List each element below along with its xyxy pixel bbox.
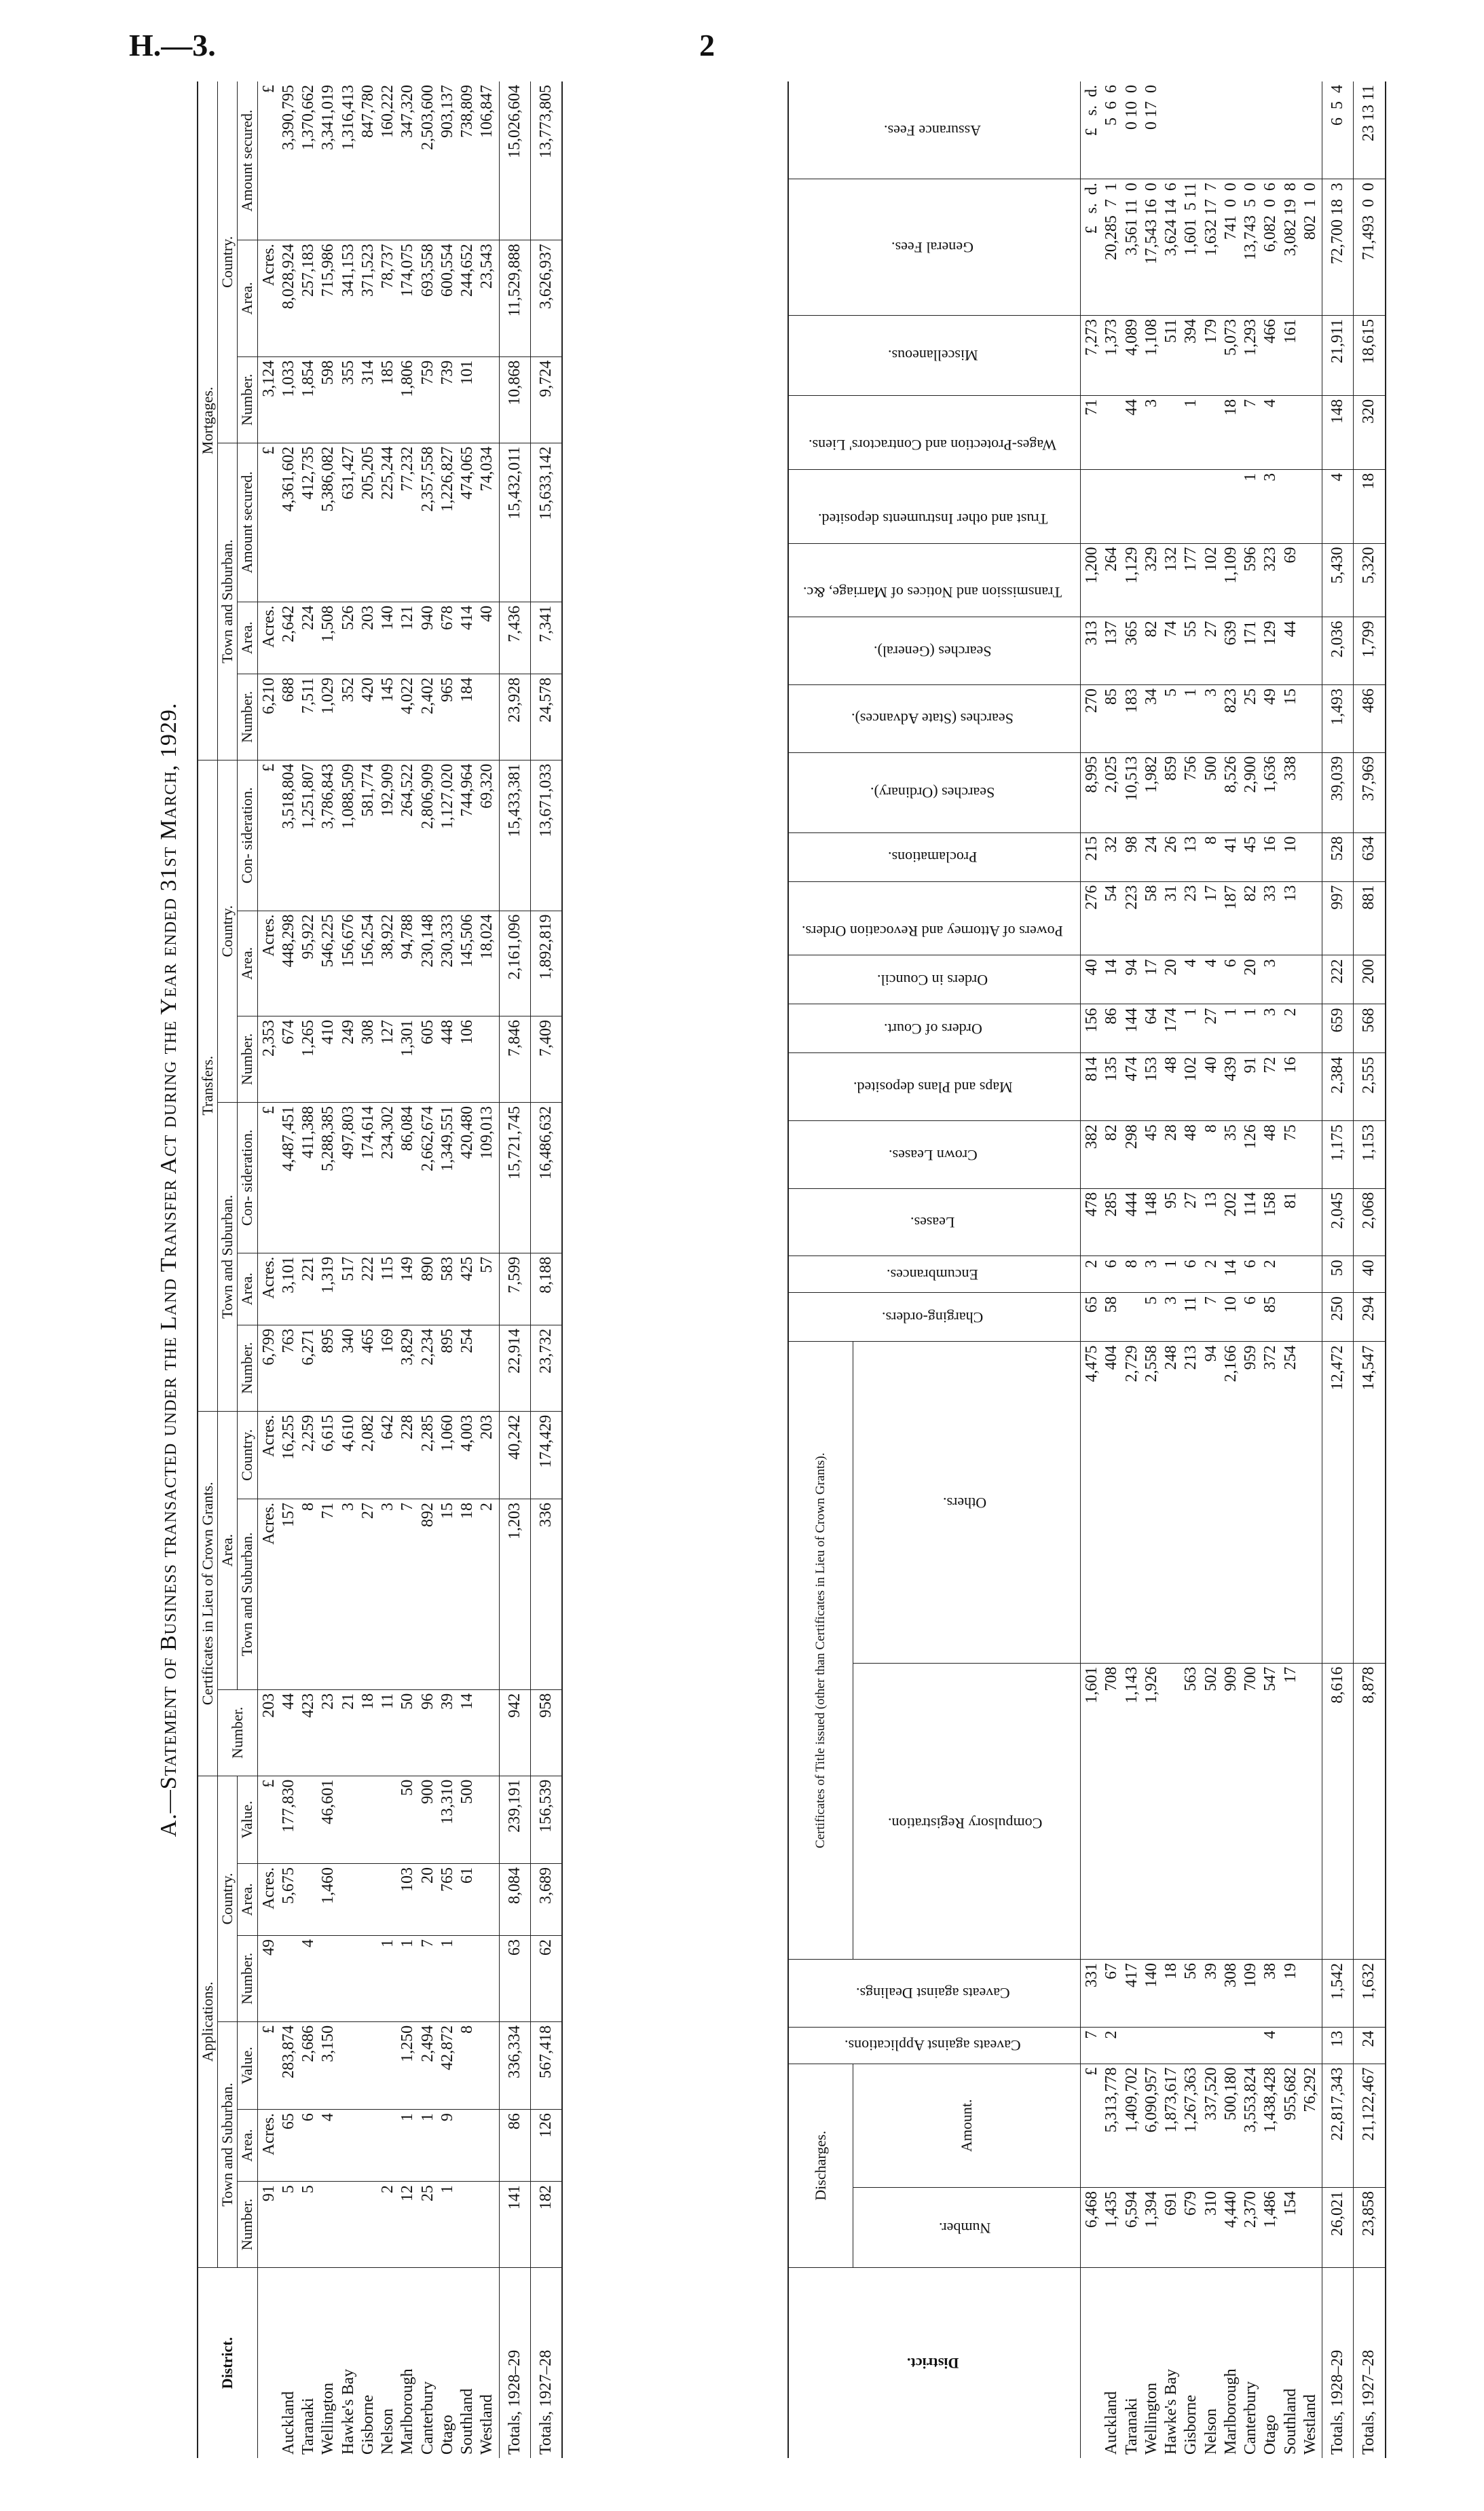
cell <box>257 1411 499 1499</box>
unit-label: £ <box>259 1105 278 1114</box>
col-label: Powers of Attorney and Revocation Orders. <box>802 922 1064 940</box>
cell <box>257 1776 499 1863</box>
col-assur <box>788 81 1081 179</box>
col-area: Area. <box>238 602 257 674</box>
unit-label: £ <box>1083 2067 1100 2076</box>
col-label: Caveats against Applications. <box>845 2037 1021 2055</box>
total-cell: 21,911 <box>1322 315 1354 395</box>
cell: 3,101 221 1,319 517 222 115 149 890 583 425 57 <box>279 1256 496 1294</box>
col-label: Orders in Council. <box>877 972 988 989</box>
cell <box>257 81 499 240</box>
cell: 3,390,795 1,370,662 3,341,019 1,316,413 847,780 160,222 347,320 2,503,600 903,137 738,809 106,847 <box>279 85 496 150</box>
totals-row <box>1322 81 1354 2458</box>
total-cell: 1,153 <box>1354 1121 1386 1189</box>
total-cell: 39,039 <box>1322 752 1354 832</box>
total-cell: 2,384 <box>1322 1053 1354 1121</box>
total-cell: 8,616 <box>1322 1663 1354 1959</box>
cell: 1,200 264 1,129 329 132 177 102 1,109 596 323 69 <box>1081 543 1322 617</box>
cell: 382 82 298 45 28 48 8 35 126 48 75 <box>1081 1121 1322 1189</box>
district-name: Wellington <box>319 2382 337 2455</box>
col-others <box>853 1342 1081 1663</box>
total-cell: 8,878 <box>1354 1663 1386 1959</box>
mt-town-header: Town and Suburban. <box>218 443 238 760</box>
cell: 6,468 1,435 6,594 1,394 691 679 310 4,440 2,370 1,486 154 <box>1081 2187 1322 2267</box>
col-number: Number. <box>238 674 257 760</box>
total-cell: 997 <box>1322 881 1354 955</box>
tr-town-header: Town and Suburban. <box>218 1102 238 1411</box>
unit-label: £ s. d. <box>1083 85 1100 136</box>
cell: 270 85 183 34 5 1 3 823 25 49 15 <box>1081 684 1322 752</box>
col-label: Searches (Ordinary). <box>870 784 995 802</box>
cell: 276 54 223 58 31 23 17 187 82 33 13 <box>1081 881 1322 955</box>
unit-label: Acres. <box>259 1502 278 1545</box>
cell: 177,830 46,601 50 900 13,310 500 <box>279 1779 477 1833</box>
col-council <box>788 955 1081 1004</box>
transfers-header: Transfers. <box>198 760 218 1411</box>
cell: 5,675 1,460 103 20 765 61 <box>279 1867 477 1904</box>
district-name: Auckland <box>279 2391 297 2455</box>
total-cell: 9,724 <box>531 356 563 443</box>
total-cell: 156,539 <box>531 1776 563 1863</box>
district-name: Nelson <box>1202 2408 1220 2455</box>
district-name: Hawke's Bay <box>1162 2368 1181 2455</box>
col-label: Caveats against Dealings. <box>855 1985 1010 2002</box>
col-label: Searches (State Advances). <box>851 710 1014 728</box>
total-cell: 200 <box>1354 955 1386 1004</box>
total-cell: 7,436 <box>499 602 530 674</box>
district-name: Southland <box>458 2388 477 2455</box>
cell: 203 44 423 23 21 18 11 50 96 39 14 <box>257 1689 499 1776</box>
district-name: Gisborne <box>358 2395 377 2455</box>
col-misc <box>788 315 1081 395</box>
total-cell: 1,799 <box>1354 617 1386 685</box>
total-cell: 141 <box>499 2182 530 2268</box>
col-label: Proclamations. <box>888 849 978 866</box>
totals-row <box>531 81 563 2458</box>
cell: 8,028,924 257,183 715,986 341,153 371,523 78,737 174,075 693,558 600,554 244,652 23,543 <box>279 244 496 310</box>
cell <box>257 1499 499 1689</box>
col-label: Miscellaneous. <box>887 347 978 365</box>
total-cell: 24 <box>1354 2027 1386 2064</box>
col-label: Orders of Court. <box>883 1021 982 1038</box>
col-area: Area. <box>238 1253 257 1325</box>
total-cell: 126 <box>531 2110 563 2182</box>
col-maps <box>788 1053 1081 1121</box>
total-cell: 5,430 <box>1322 543 1354 617</box>
col-label: Leases. <box>910 1214 955 1232</box>
mt-country-header: Country. <box>218 81 238 443</box>
district-name: Westland <box>478 2394 496 2455</box>
total-cell: 13,671,033 <box>531 760 563 911</box>
cell: 5 6 6 0 10 0 0 17 0 <box>1102 85 1160 130</box>
total-cell: 13,773,805 <box>531 81 563 240</box>
cell: 6,799 763 6,271 895 340 465 169 3,829 2,234 895 254 <box>257 1325 499 1411</box>
total-cell: 486 <box>1354 684 1386 752</box>
cell: 157 8 71 3 27 3 7 892 15 18 2 <box>279 1502 496 1527</box>
total-cell: 2,555 <box>1354 1053 1386 1121</box>
col-label: Wages-Protection and Contractors' Liens. <box>809 436 1057 454</box>
unit-label: £ <box>259 85 278 93</box>
total-cell: 11,529,888 <box>499 240 530 357</box>
app-country-header: Country. <box>218 1776 238 2021</box>
col-label: Charging-orders. <box>882 1308 984 1326</box>
unit-label: £ <box>259 1779 278 1788</box>
col-number: Number. <box>238 1325 257 1411</box>
district-name: Marlborough <box>1221 2368 1240 2455</box>
col-label: Searches (General). <box>874 642 992 660</box>
unit-label: Acres. <box>259 1414 278 1457</box>
unit-label: £ <box>259 446 278 455</box>
total-cell: 62 <box>531 1935 563 2021</box>
totals-row <box>1354 81 1386 2458</box>
total-cell: 1,892,819 <box>531 911 563 1016</box>
total-cell: 1,542 <box>1322 1960 1354 2028</box>
col-procl <box>788 832 1081 881</box>
total-cell: 148 <box>1322 395 1354 469</box>
col-town-suburban: Town and Suburban. <box>238 1499 257 1689</box>
total-cell: 40 <box>1354 1256 1386 1293</box>
total-cell: 15,432,011 <box>499 443 530 602</box>
total-cell: 2,036 <box>1322 617 1354 685</box>
total-cell: 222 <box>1322 955 1354 1004</box>
page-number: 2 <box>699 28 715 62</box>
district-name: Nelson <box>379 2408 397 2455</box>
cell: 3,124 1,033 1,854 598 355 314 185 1,806 759 739 101 <box>257 356 499 443</box>
total-cell: 23 13 11 <box>1354 81 1386 179</box>
total-cell: 294 <box>1354 1293 1386 1342</box>
col-compulsory <box>853 1663 1081 1959</box>
total-cell: 50 <box>1322 1256 1354 1293</box>
total-cell: 942 <box>499 1689 530 1776</box>
col-crown <box>788 1121 1081 1189</box>
total-cell: 21,122,467 <box>1354 2064 1386 2187</box>
total-cell: 26,021 <box>1322 2187 1354 2267</box>
cell: 283,874 2,686 3,150 1,250 2,494 42,872 8 <box>279 2025 477 2078</box>
unit-label: Acres. <box>259 2113 278 2156</box>
total-cell: 3,626,937 <box>531 240 563 357</box>
total-cell: 13 <box>1322 2027 1354 2064</box>
total-cell: 174,429 <box>531 1411 563 1499</box>
cell: 1,601 708 1,143 1,926 563 502 909 700 547 17 <box>1081 1663 1322 1959</box>
district-name: Otago <box>438 2415 456 2455</box>
col-consideration: Con- sideration. <box>238 760 257 911</box>
total-cell: 8,084 <box>499 1863 530 1935</box>
total-cell: 40,242 <box>499 1411 530 1499</box>
district-list <box>257 2268 499 2459</box>
cell: 2,642 224 1,508 526 203 140 121 940 678 414 40 <box>279 605 496 642</box>
applications-header: Applications. <box>198 1776 218 2267</box>
district-name: Taranaki <box>299 2398 318 2455</box>
unit-label: Acres. <box>259 1867 278 1909</box>
col-trans <box>788 543 1081 617</box>
cell <box>1081 179 1322 316</box>
total-cell: 2,068 <box>1354 1188 1386 1256</box>
cell: 156 86 144 64 174 1 27 1 1 3 2 <box>1081 1004 1322 1053</box>
col-number: Number. <box>238 1016 257 1103</box>
cell <box>1081 81 1322 179</box>
cell: 16,255 2,259 6,615 4,610 2,082 642 228 2,285 1,060 4,003 203 <box>279 1414 496 1460</box>
cell: 448,298 95,922 546,225 156,676 156,254 38,922 94,788 230,148 230,333 145,506 18,024 <box>279 914 496 968</box>
cell: 215 32 98 24 26 13 8 41 45 16 10 <box>1081 832 1322 881</box>
col-label: Compulsory Registration. <box>887 1815 1043 1833</box>
cell: 65 6 4 1 1 9 <box>279 2113 456 2130</box>
total-cell: 7,599 <box>499 1253 530 1325</box>
cell: 4,475 404 2,729 2,558 248 213 94 2,166 959 372 254 <box>1081 1342 1322 1663</box>
district-label: District. <box>906 2355 959 2372</box>
cell: 71 44 3 1 18 7 4 <box>1081 395 1322 469</box>
unit-label: Acres. <box>259 1256 278 1299</box>
district-name: Wellington <box>1142 2382 1160 2455</box>
col-value: Value. <box>238 1776 257 1863</box>
total-cell: 72,700 18 3 <box>1322 179 1354 316</box>
total-cell: 4 <box>1322 469 1354 543</box>
col-label: Transmission and Notices of Marriage, &c. <box>803 584 1062 602</box>
total-cell: 336,334 <box>499 2021 530 2109</box>
total-cell: 336 <box>531 1499 563 1689</box>
total-cell: 1,175 <box>1322 1121 1354 1189</box>
total-cell: 15,433,381 <box>499 760 530 911</box>
total-cell: 7,341 <box>531 602 563 674</box>
col-label: Others. <box>943 1494 987 1511</box>
cell: 65 58 5 3 11 7 10 6 85 <box>1081 1293 1322 1342</box>
col-amount: Amount secured. <box>238 81 257 240</box>
unit-label: Acres. <box>259 605 278 648</box>
total-cell: 7,409 <box>531 1016 563 1103</box>
total-cell: 1,493 <box>1322 684 1354 752</box>
col-country: Country. <box>238 1411 257 1499</box>
cell: 8,995 2,025 10,513 1,982 859 756 500 8,526 2,900 1,636 338 <box>1081 752 1322 832</box>
district-name: Gisborne <box>1182 2395 1200 2455</box>
total-cell: 5,320 <box>1354 543 1386 617</box>
totals-label: Totals, 1928–29 <box>499 2268 530 2459</box>
cell <box>257 760 499 911</box>
total-cell: 567,418 <box>531 2021 563 2109</box>
total-cell: 37,969 <box>1354 752 1386 832</box>
cell: 814 135 474 153 48 102 40 439 91 72 16 <box>1081 1053 1322 1121</box>
total-cell: 3,689 <box>531 1863 563 1935</box>
cell: 478 285 444 148 95 27 13 202 114 158 81 <box>1081 1188 1322 1256</box>
col-amount: Amount secured. <box>238 443 257 602</box>
col-cav-deal <box>788 1960 1081 2028</box>
col-court <box>788 1004 1081 1053</box>
total-cell: 14,547 <box>1354 1342 1386 1663</box>
totals-label: Totals, 1927–28 <box>1354 2268 1386 2459</box>
cell: 40 14 94 17 20 4 4 6 20 3 <box>1081 955 1322 1004</box>
col-label: General Fees. <box>891 239 974 257</box>
cell: 1 3 <box>1081 469 1322 543</box>
col-trust <box>788 469 1081 543</box>
unit-label: £ <box>259 763 278 772</box>
district-name: Canterbury <box>1242 2381 1260 2455</box>
cert-number-header: Number. <box>218 1689 257 1776</box>
total-cell: 23,732 <box>531 1325 563 1411</box>
col-label: Assurance Fees. <box>884 122 982 139</box>
col-value: Value. <box>238 2021 257 2109</box>
cell: 2 6 8 3 1 6 2 14 6 2 <box>1081 1256 1322 1293</box>
cell <box>257 911 499 1016</box>
total-cell: 22,817,343 <box>1322 2064 1354 2187</box>
col-s-gen <box>788 617 1081 685</box>
col-wages <box>788 395 1081 469</box>
cell: 331 67 417 140 18 56 39 308 109 38 19 <box>1081 1960 1322 2028</box>
col-label: Crown Leases. <box>888 1146 978 1164</box>
total-cell: 958 <box>531 1689 563 1776</box>
district-name: Southland <box>1281 2388 1299 2455</box>
district-name: Westland <box>1301 2394 1319 2455</box>
district-list <box>1081 2268 1322 2459</box>
total-cell: 6 5 4 <box>1322 81 1354 179</box>
col-area: Area. <box>238 1863 257 1935</box>
cell: 91 5 5 2 12 25 1 <box>257 2182 499 2268</box>
business-table-1 <box>197 81 563 2458</box>
col-area: Area. <box>238 911 257 1016</box>
col-label: Number. <box>939 2219 991 2237</box>
total-cell: 23,858 <box>1354 2187 1386 2267</box>
cell <box>257 1102 499 1253</box>
total-cell: 23,928 <box>499 674 530 760</box>
total-cell: 659 <box>1322 1004 1354 1053</box>
district-name: Canterbury <box>418 2381 437 2455</box>
total-cell: 15,026,604 <box>499 81 530 240</box>
cell: 7,273 1,373 4,089 1,108 511 394 179 5,073 1,293 466 161 <box>1081 315 1322 395</box>
district-header <box>788 2268 1081 2459</box>
unit-label: £ s. d. <box>1083 183 1100 234</box>
col-s-state <box>788 684 1081 752</box>
col-consideration: Con- sideration. <box>238 1102 257 1253</box>
total-cell: 12,472 <box>1322 1342 1354 1663</box>
total-cell: 71,493 0 0 <box>1354 179 1386 316</box>
col-leases <box>788 1188 1081 1256</box>
cell <box>257 2110 499 2182</box>
col-label: Encumbrances. <box>887 1266 979 1283</box>
col-area: Area. <box>238 240 257 357</box>
cell: 20,285 7 1 3,561 11 0 17,543 16 0 3,624 14 6 1,601 5 11 1,632 17 7 741 0 0 13,743 5 0 6,082 0 6 3,082 19 8 802 1 0 <box>1102 183 1319 265</box>
cell: 4,487,451 411,388 5,288,385 497,803 174,614 234,302 86,084 2,662,674 1,349,551 420,480 109,013 <box>279 1105 496 1171</box>
total-cell: 10,868 <box>499 356 530 443</box>
col-fees <box>788 179 1081 316</box>
total-cell: 634 <box>1354 832 1386 881</box>
cell <box>257 1253 499 1325</box>
cell: 4,361,602 412,735 5,386,082 631,427 205,205 225,244 77,232 2,357,558 1,226,827 474,065 74,034 <box>279 446 496 512</box>
col-s-ord <box>788 752 1081 832</box>
col-number: Number. <box>238 356 257 443</box>
district-header: District. <box>198 2268 257 2459</box>
total-cell: 22,914 <box>499 1325 530 1411</box>
col-charging <box>788 1293 1081 1342</box>
total-cell: 1,203 <box>499 1499 530 1689</box>
total-cell: 250 <box>1322 1293 1354 1342</box>
cell: 7 2 4 <box>1081 2027 1322 2064</box>
total-cell: 8,188 <box>531 1253 563 1325</box>
col-d-amount: Amount. <box>853 2064 1081 2187</box>
cert-area-header: Area. <box>218 1411 238 1689</box>
total-cell: 18,615 <box>1354 315 1386 395</box>
business-table-2 <box>787 81 1386 2458</box>
col-number: Number. <box>238 2182 257 2268</box>
total-cell: 15,721,745 <box>499 1102 530 1253</box>
total-cell: 320 <box>1354 395 1386 469</box>
district-name: Hawke's Bay <box>339 2368 357 2455</box>
totals-row <box>499 81 530 2458</box>
mortgages-header: Mortgages. <box>198 81 218 760</box>
cell: 49 4 1 1 7 1 <box>257 1935 499 2021</box>
totals-label: Totals, 1928–29 <box>1322 2268 1354 2459</box>
totals-label: Totals, 1927–28 <box>531 2268 563 2459</box>
total-cell: 18 <box>1354 469 1386 543</box>
district-name: Otago <box>1261 2415 1280 2455</box>
tr-country-header: Country. <box>218 760 238 1102</box>
cell <box>1081 2064 1322 2187</box>
district-name: Marlborough <box>398 2368 417 2455</box>
col-d-number <box>853 2187 1081 2267</box>
cell <box>257 240 499 357</box>
col-area: Area. <box>238 2110 257 2182</box>
total-cell: 16,486,632 <box>531 1102 563 1253</box>
unit-label: Acres. <box>259 244 278 287</box>
total-cell: 1,632 <box>1354 1960 1386 2028</box>
cell: 313 137 365 82 74 55 27 639 171 129 44 <box>1081 617 1322 685</box>
col-label: Maps and Plans deposited. <box>853 1078 1013 1096</box>
total-cell: 24,578 <box>531 674 563 760</box>
col-label: Trust and other Instruments deposited. <box>817 510 1048 528</box>
certificates-header: Certificates in Lieu of Crown Grants. <box>198 1411 218 1776</box>
total-cell: 881 <box>1354 881 1386 955</box>
cell <box>257 1863 499 1935</box>
app-town-header: Town and Suburban. <box>218 2021 238 2267</box>
total-cell: 528 <box>1322 832 1354 881</box>
rotated-page <box>156 81 1378 2458</box>
total-cell: 2,045 <box>1322 1188 1354 1256</box>
col-encumb <box>788 1256 1081 1293</box>
cell: 3,518,804 1,251,807 3,786,843 1,088,509 581,774 192,909 264,522 2,806,909 1,127,020 744,964 69,320 <box>279 763 496 829</box>
cell: 5,313,778 1,409,702 6,090,957 1,873,617 1,267,363 337,520 500,180 3,553,824 1,438,428 955,682 76,292 <box>1102 2067 1319 2133</box>
total-cell: 568 <box>1354 1004 1386 1053</box>
total-cell: 7,846 <box>499 1016 530 1103</box>
district-name: Auckland <box>1102 2391 1121 2455</box>
col-cav-app <box>788 2027 1081 2064</box>
unit-label: £ <box>259 2025 278 2034</box>
district-name: Taranaki <box>1122 2398 1140 2455</box>
unit-label: Acres. <box>259 914 278 957</box>
cell: 6,210 688 7,511 1,029 352 420 145 4,022 2,402 965 184 <box>257 674 499 760</box>
total-cell: 2,161,096 <box>499 911 530 1016</box>
report-code: H.—3. <box>129 28 216 62</box>
col-powers <box>788 881 1081 955</box>
cell <box>257 443 499 602</box>
cell: 2,353 674 1,265 410 249 308 127 1,301 605 448 106 <box>257 1016 499 1103</box>
cert-group-header: Certificates of Title issued (other than Certificates in Lieu of Crown Grants). <box>788 1342 853 1960</box>
total-cell: 63 <box>499 1935 530 2021</box>
col-number: Number. <box>238 1935 257 2021</box>
discharges-header: Discharges. <box>788 2064 853 2267</box>
total-cell: 239,191 <box>499 1776 530 1863</box>
total-cell: 15,633,142 <box>531 443 563 602</box>
total-cell: 182 <box>531 2182 563 2268</box>
cell <box>257 602 499 674</box>
cell <box>257 2021 499 2109</box>
statement-title: A.—Statement of Business transacted under the Land Transfer Act during the Year ended 31st March, 1929. <box>156 702 181 1837</box>
total-cell: 86 <box>499 2110 530 2182</box>
